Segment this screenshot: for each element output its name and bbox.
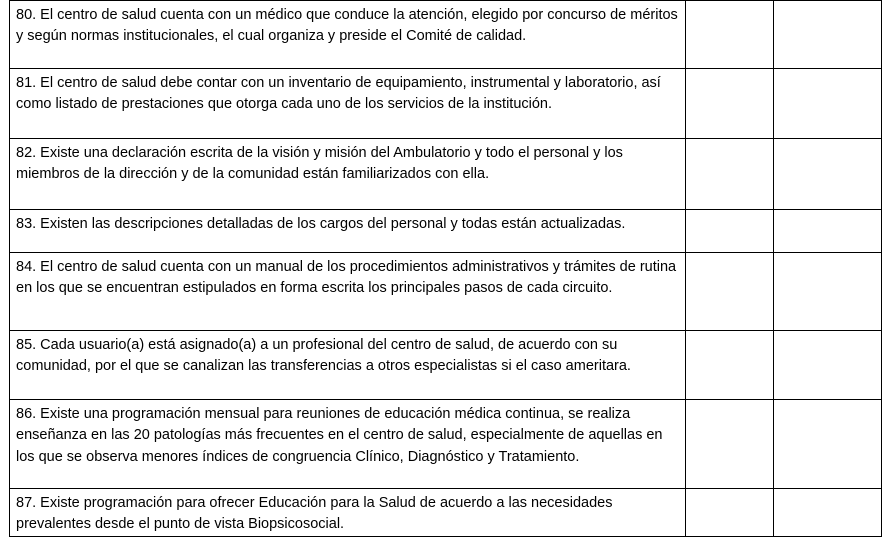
answer-cell-b-86[interactable] (774, 400, 882, 489)
table-row (10, 331, 882, 400)
answer-cell-a-82[interactable] (686, 139, 774, 210)
answer-cell-a-83[interactable] (686, 210, 774, 253)
answer-cell-a-85[interactable] (686, 331, 774, 400)
table-row (10, 210, 882, 253)
checklist-table (9, 0, 882, 537)
answer-cell-b-80[interactable] (774, 1, 882, 69)
answer-cell-a-86[interactable] (686, 400, 774, 489)
table-row (10, 69, 882, 139)
criterion-text-86: 86. Existe una programación mensual para reuniones de educación médica continua, se realiza enseñanza en las 20 patologías más frecuentes en el centro de salud, especialmente de aquellas en los que se observa menores índices de congruencia Clínico, Diagnóstico y Tratamiento. (10, 400, 686, 489)
answer-cell-b-85[interactable] (774, 331, 882, 400)
criterion-text-84: 84. El centro de salud cuenta con un manual de los procedimientos administrativos y trámites de rutina en los que se encuentran estipulados en forma escrita los principales pasos de cada circuito. (10, 253, 686, 331)
answer-cell-b-87[interactable] (774, 489, 882, 537)
criterion-text-80: 80. El centro de salud cuenta con un médico que conduce la atención, elegido por concurso de méritos y según normas institucionales, el cual organiza y preside el Comité de calidad. (10, 1, 686, 69)
answer-cell-b-84[interactable] (774, 253, 882, 331)
criterion-text-82: 82. Existe una declaración escrita de la visión y misión del Ambulatorio y todo el personal y los miembros de la dirección y de la comunidad están familiarizados con ella. (10, 139, 686, 210)
answer-cell-a-81[interactable] (686, 69, 774, 139)
table-row (10, 489, 882, 537)
table-row (10, 139, 882, 210)
answer-cell-b-81[interactable] (774, 69, 882, 139)
table-row (10, 400, 882, 489)
answer-cell-b-82[interactable] (774, 139, 882, 210)
criterion-text-85: 85. Cada usuario(a) está asignado(a) a un profesional del centro de salud, de acuerdo con su comunidad, por el que se canalizan las transferencias a otros especialistas si el caso ameritara. (10, 331, 686, 400)
answer-cell-a-84[interactable] (686, 253, 774, 331)
criterion-text-81: 81. El centro de salud debe contar con un inventario de equipamiento, instrumental y laboratorio, así como listado de prestaciones que otorga cada uno de los servicios de la institución. (10, 69, 686, 139)
criterion-text-87: 87. Existe programación para ofrecer Educación para la Salud de acuerdo a las necesidades prevalentes desde el punto de vista Biopsicosocial. (10, 489, 686, 537)
answer-cell-a-87[interactable] (686, 489, 774, 537)
table-row (10, 1, 882, 69)
criterion-text-83: 83. Existen las descripciones detalladas de los cargos del personal y todas están actualizadas. (10, 210, 686, 253)
answer-cell-a-80[interactable] (686, 1, 774, 69)
table-row (10, 253, 882, 331)
answer-cell-b-83[interactable] (774, 210, 882, 253)
